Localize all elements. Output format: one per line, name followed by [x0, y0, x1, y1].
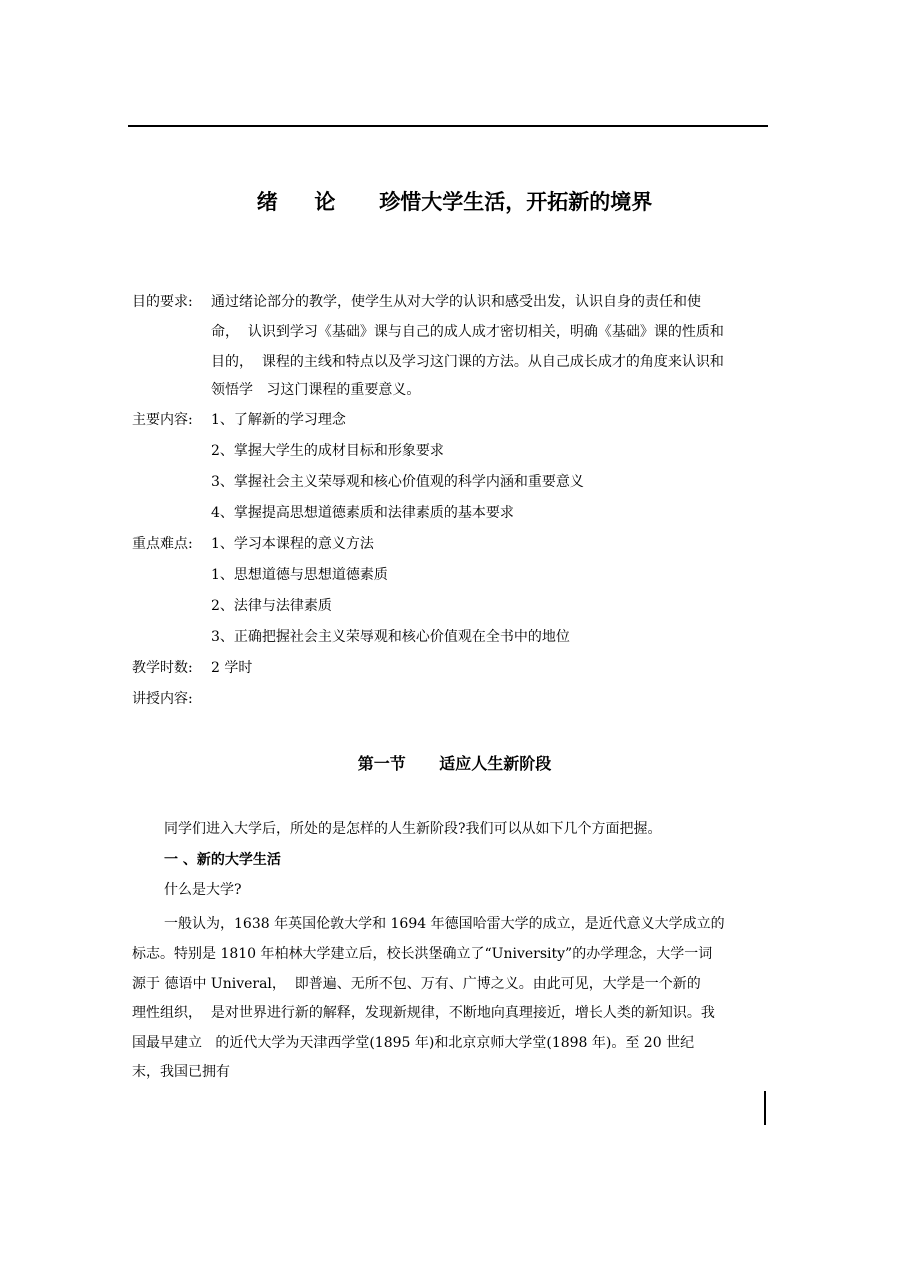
paragraph-line: 源于 德语中 Univeral， 即普遍、无所不包、万有、广博之义。由此可见，大学是一个新的	[132, 976, 701, 992]
paragraph-line: 标志。特别是 1810 年柏林大学建立后，校长洪堡确立了“University”的办学理念，大学一词	[132, 946, 713, 962]
main-content-item: 4、掌握提高思想道德素质和法律素质的基本要求	[211, 505, 514, 521]
paragraph-line: 末，我国已拥有	[132, 1064, 230, 1080]
key-points-item: 1、思想道德与思想道德素质	[211, 567, 388, 583]
main-content-item: 3、掌握社会主义荣辱观和核心价值观的科学内涵和重要意义	[211, 474, 584, 490]
lecture-label: 讲授内容:	[132, 691, 193, 707]
key-points-label: 重点难点:	[132, 536, 193, 552]
key-points-item: 2、法律与法律素质	[211, 598, 332, 614]
section-question: 什么是大学?	[164, 882, 242, 898]
section-title: 第一节 适应人生新阶段	[357, 754, 552, 773]
main-content-label: 主要内容:	[132, 412, 193, 428]
objectives-line: 命， 认识到学习《基础》课与自己的成人成才密切相关，明确《基础》课的性质和	[211, 324, 724, 340]
margin-bar	[764, 1091, 766, 1125]
objectives-line: 通过绪论部分的教学，使学生从对大学的认识和感受出发，认识自身的责任和使	[211, 294, 701, 310]
objectives-line: 目的， 课程的主线和特点以及学习这门课的方法。从自己成长成才的角度来认识和	[211, 354, 724, 370]
chapter-title: 绪 论 珍惜大学生活，开拓新的境界	[256, 190, 653, 214]
paragraph-line: 理性组织， 是对世界进行新的解释，发现新规律，不断地向真理接近，增长人类的新知识。我	[132, 1005, 715, 1021]
main-content-item: 1、了解新的学习理念	[211, 412, 346, 428]
paragraph-line: 一般认为，1638 年英国伦敦大学和 1694 年德国哈雷大学的成立，是近代意义大学成立的	[164, 916, 725, 932]
main-content-item: 2、掌握大学生的成材目标和形象要求	[211, 443, 444, 459]
hours-label: 教学时数:	[132, 660, 193, 676]
objectives-line: 领悟学 习这门课程的重要意义。	[211, 382, 421, 398]
paragraph-line: 国最早建立 的近代大学为天津西学堂(1895 年)和北京京师大学堂(1898 年)。至 20 世纪	[132, 1035, 695, 1051]
key-points-item: 3、正确把握社会主义荣辱观和核心价值观在全书中的地位	[211, 629, 570, 645]
subsection-heading: 一 、新的大学生活	[164, 852, 281, 868]
objectives-label: 目的要求:	[132, 294, 193, 310]
section-intro: 同学们进入大学后，所处的是怎样的人生新阶段?我们可以从如下几个方面把握。	[164, 821, 662, 837]
key-points-item: 1、学习本课程的意义方法	[211, 536, 374, 552]
header-rule	[128, 125, 768, 127]
hours-value: 2 学时	[211, 660, 253, 676]
